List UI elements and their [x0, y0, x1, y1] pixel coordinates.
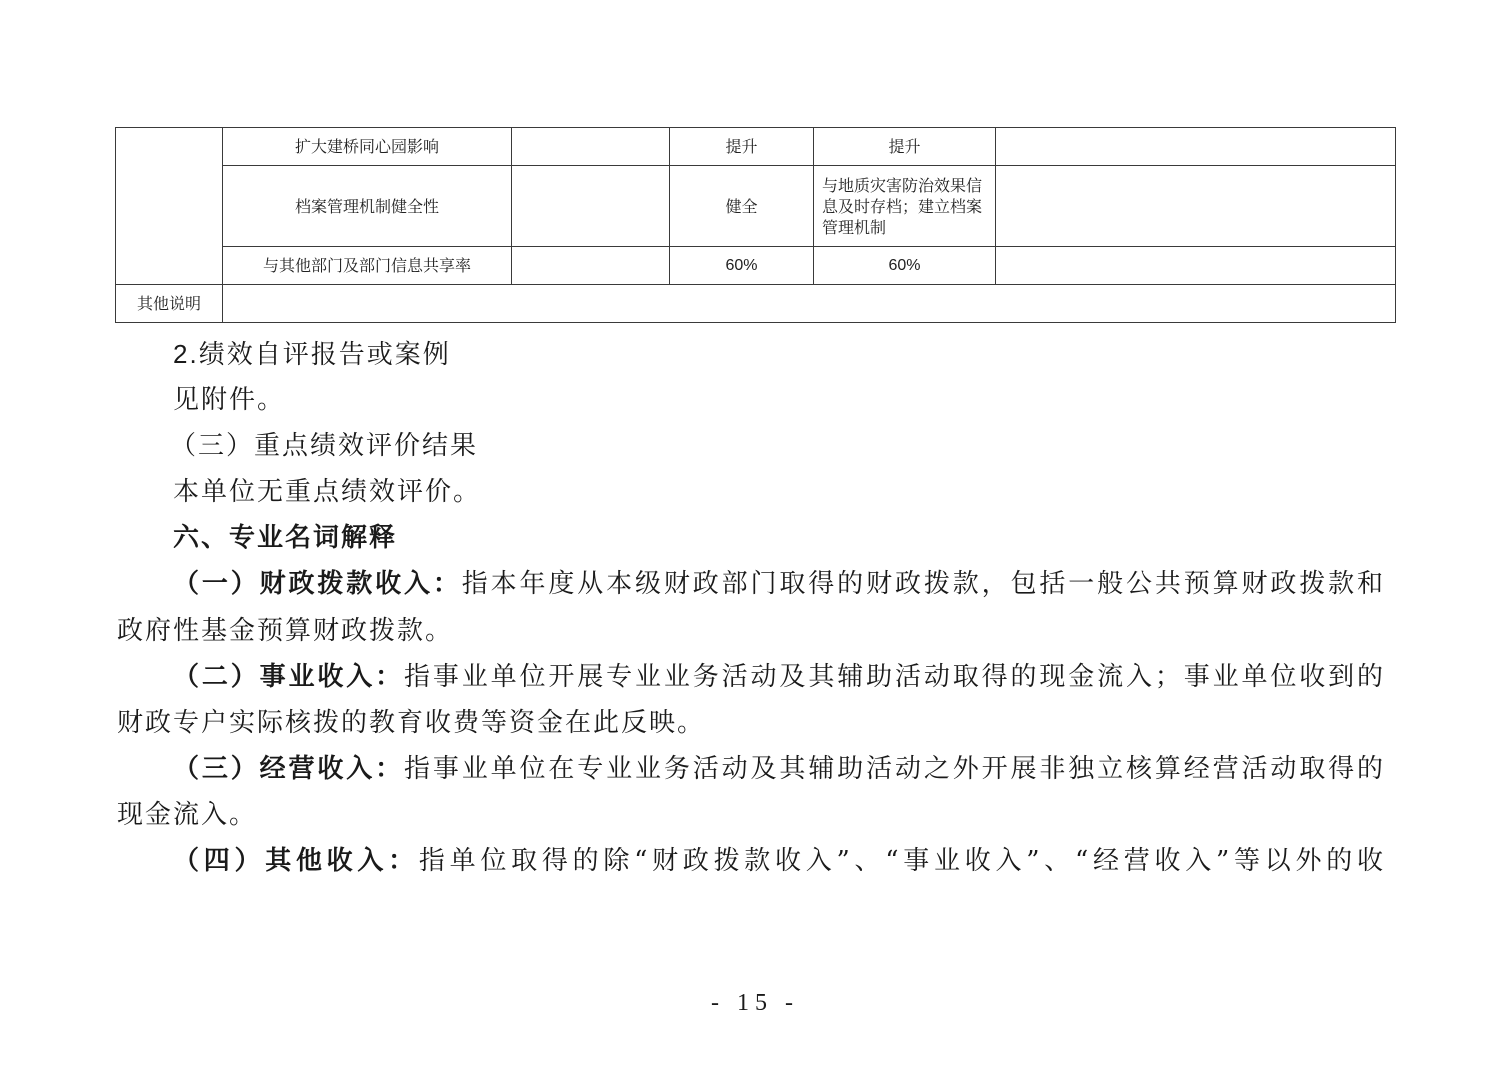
term-definition-line: [173, 563, 1385, 600]
chapter-heading: 六、专业名词解释: [173, 523, 398, 553]
other-notes-value: [223, 285, 1396, 323]
term-text: 指事业单位开展专业业务活动及其辅助活动取得的现金流入；事业单位收到的: [404, 662, 1385, 692]
performance-indicator-table: [115, 127, 1396, 323]
empty-cell: [512, 128, 670, 166]
section-heading-2: [173, 334, 451, 371]
table-row: [116, 247, 1396, 285]
other-notes-label: 其他说明: [116, 285, 223, 323]
target-cell: 提升: [670, 128, 814, 166]
empty-cell: [512, 166, 670, 247]
term-continuation: 现金流入。: [117, 800, 258, 830]
empty-cell: [512, 247, 670, 285]
term-continuation: 财政专户实际核拨的教育收费等资金在此反映。: [117, 708, 706, 738]
term-definition-line: [173, 840, 1385, 877]
page-number: - 15 -: [711, 990, 799, 1016]
indicator-cell: 扩大建桥同心园影响: [223, 128, 512, 166]
remark-cell: [996, 128, 1396, 166]
actual-cell: 提升: [814, 128, 996, 166]
term-continuation: 政府性基金预算财政拨款。: [117, 616, 454, 646]
term-label: （一）财政拨款收入：: [173, 569, 462, 599]
term-text: 指事业单位在专业业务活动及其辅助活动之外开展非独立核算经营活动取得的: [404, 754, 1385, 784]
term-text: 指本年度从本级财政部门取得的财政拨款，包括一般公共预算财政拨款和: [461, 569, 1385, 599]
target-cell: 健全: [670, 166, 814, 247]
section-title: 绩效自评报告或案例: [198, 340, 451, 370]
paragraph: 见附件。: [173, 385, 286, 415]
actual-cell: 与地质灾害防治效果信息及时存档；建立档案管理机制: [814, 166, 996, 247]
section-number: 2.: [173, 339, 199, 369]
remark-cell: [996, 247, 1396, 285]
indicator-cell: 档案管理机制健全性: [223, 166, 512, 247]
term-definition-line: [173, 656, 1385, 693]
term-label: （四）其他收入：: [173, 846, 419, 876]
target-cell: 60%: [670, 247, 814, 285]
term-label: （三）经营收入：: [173, 754, 405, 784]
table-row: [116, 166, 1396, 247]
indicator-cell: 与其他部门及部门信息共享率: [223, 247, 512, 285]
merged-category-cell: [116, 128, 223, 285]
table-row: [116, 128, 1396, 166]
paragraph: 本单位无重点绩效评价。: [173, 477, 482, 507]
table-row-other-notes: [116, 285, 1396, 323]
actual-cell: 60%: [814, 247, 996, 285]
term-label: （二）事业收入：: [173, 662, 405, 692]
term-definition-line: [173, 748, 1385, 785]
remark-cell: [996, 166, 1396, 247]
section-heading-3: （三）重点绩效评价结果: [170, 431, 479, 461]
term-text: 指单位取得的除“财政拨款收入”、“事业收入”、“经营收入”等以外的收: [418, 846, 1385, 876]
